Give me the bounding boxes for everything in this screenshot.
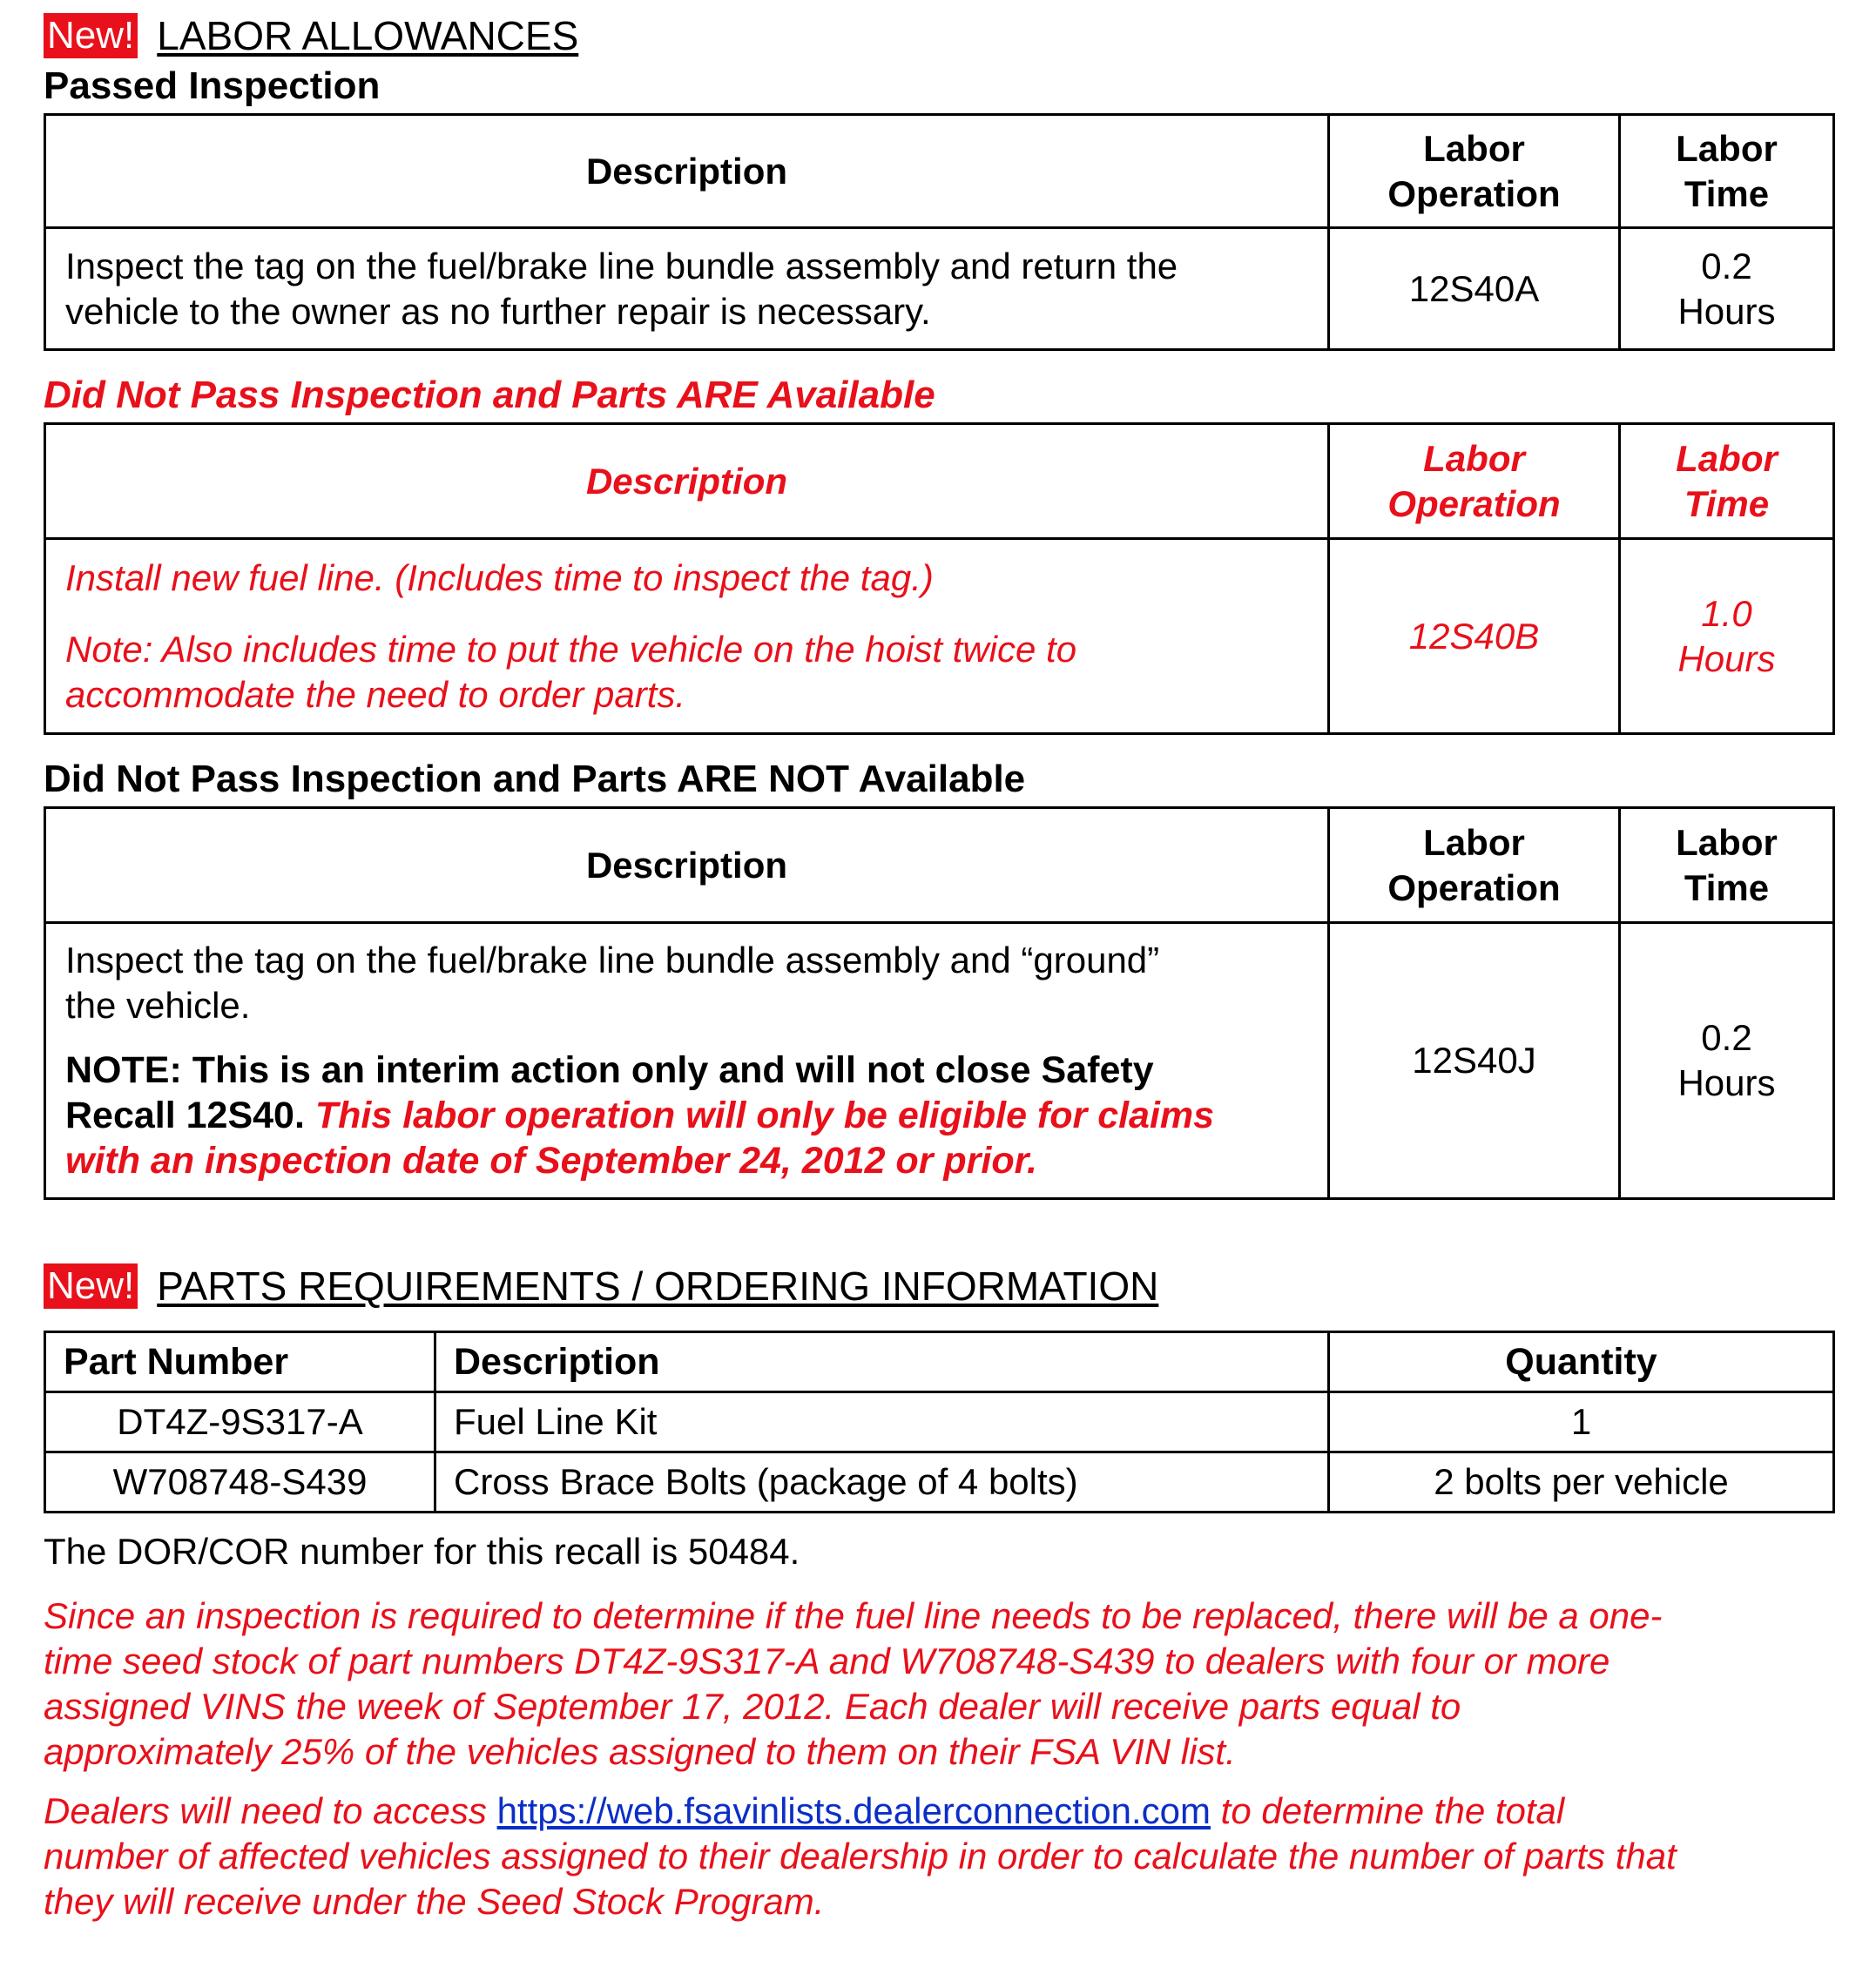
col-description: Description	[45, 115, 1329, 228]
col-labor-time: Labor Time	[1620, 808, 1834, 923]
seed-stock-paragraph: Since an inspection is required to determine if the fuel line needs to be replaced, there will be a one- time seed stock of part numbers DT4Z-9S317-A and W708748-S439 to dealers with four or more assigned VINS the week of September 17, 2012. Each dealer will receive parts equal to approximately 25% of the vehicles assigned to them on their FSA VIN list.	[44, 1595, 1663, 1772]
table-row	[45, 539, 1834, 734]
table-header-row	[45, 115, 1834, 228]
row-labor-operation: 12S40B	[1329, 539, 1620, 734]
not-passed-not-available-heading: Did Not Pass Inspection and Parts ARE NOT Available	[44, 758, 1026, 800]
parts-requirements-header	[44, 1263, 1832, 1310]
section-title-parts: PARTS REQUIREMENTS / ORDERING INFORMATION	[157, 1263, 1159, 1309]
row-description: Inspect the tag on the fuel/brake line bundle assembly and “ground” the vehicle. NOTE: This is an interim action only and will not close Safety Recall 12S40. This labor operation will only be eligible for claims with an inspection date of September 24, 2012 or prior.	[45, 923, 1329, 1199]
document-page	[44, 0, 1832, 1924]
col-labor-operation: Labor Operation	[1329, 115, 1620, 228]
col-description: Description	[45, 808, 1329, 923]
not-passed-available-heading: Did Not Pass Inspection and Parts ARE Available	[44, 374, 935, 416]
not-passed-available-table	[44, 422, 1835, 735]
part-description-cell: Fuel Line Kit	[435, 1392, 1329, 1452]
section-title-labor: LABOR ALLOWANCES	[157, 13, 579, 58]
table-header-row	[45, 1332, 1834, 1392]
row-labor-time: 0.2 Hours	[1620, 228, 1834, 350]
passed-inspection-heading: Passed Inspection	[44, 64, 381, 107]
part-quantity-cell: 1	[1329, 1392, 1834, 1452]
table-row	[45, 228, 1834, 350]
part-number-cell: DT4Z-9S317-A	[45, 1392, 435, 1452]
not-passed-not-available-table	[44, 806, 1835, 1200]
table-row	[45, 1452, 1834, 1513]
table-header-row	[45, 424, 1834, 539]
col-labor-time: Labor Time	[1620, 424, 1834, 539]
fsa-vin-lists-link[interactable]: https://web.fsavinlists.dealerconnection.com	[496, 1790, 1211, 1831]
col-quantity: Quantity	[1329, 1332, 1834, 1392]
dealers-paragraph: Dealers will need to access https://web.fsavinlists.dealerconnection.com to determine the total number of affected vehicles assigned to their dealership in order to calculate the number of parts that they will receive under the Seed Stock Program.	[44, 1790, 1677, 1922]
col-labor-operation: Labor Operation	[1329, 424, 1620, 539]
row-labor-time: 1.0 Hours	[1620, 539, 1834, 734]
table-row	[45, 923, 1834, 1199]
col-labor-operation: Labor Operation	[1329, 808, 1620, 923]
row-labor-time: 0.2 Hours	[1620, 923, 1834, 1199]
parts-table	[44, 1331, 1835, 1513]
row-labor-operation: 12S40J	[1329, 923, 1620, 1199]
new-badge: New!	[44, 1263, 138, 1309]
row-labor-operation: 12S40A	[1329, 228, 1620, 350]
table-row	[45, 1392, 1834, 1452]
part-number-cell: W708748-S439	[45, 1452, 435, 1513]
row-description: Install new fuel line. (Includes time to inspect the tag.) Note: Also includes time to put the vehicle on the hoist twice to accommodate the need to order parts.	[45, 539, 1329, 734]
part-quantity-cell: 2 bolts per vehicle	[1329, 1452, 1834, 1513]
dor-cor-text: The DOR/COR number for this recall is 50484.	[44, 1531, 800, 1572]
new-badge: New!	[44, 13, 138, 58]
col-labor-time: Labor Time	[1620, 115, 1834, 228]
table-header-row	[45, 808, 1834, 923]
labor-allowances-header	[44, 12, 1832, 59]
part-description-cell: Cross Brace Bolts (package of 4 bolts)	[435, 1452, 1329, 1513]
col-description: Description	[435, 1332, 1329, 1392]
col-part-number: Part Number	[45, 1332, 435, 1392]
col-description: Description	[45, 424, 1329, 539]
row-description: Inspect the tag on the fuel/brake line bundle assembly and return the vehicle to the owner as no further repair is necessary.	[45, 228, 1329, 350]
passed-inspection-table	[44, 113, 1835, 351]
